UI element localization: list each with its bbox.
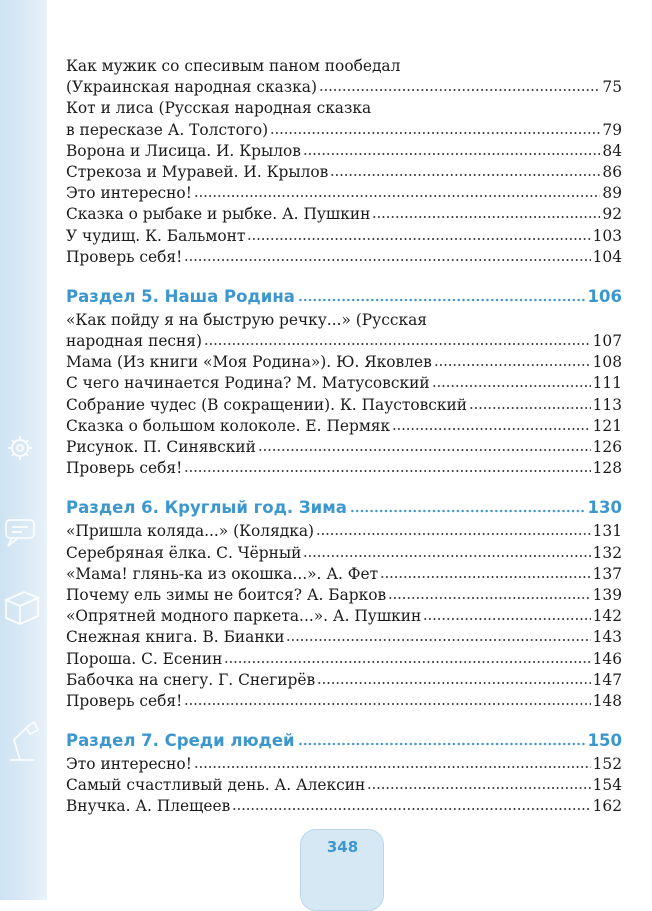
band-decor bbox=[0, 0, 47, 900]
entry-title: Бабочка на снегу. Г. Снегирёв bbox=[66, 670, 316, 689]
table-of-contents bbox=[66, 56, 622, 818]
dot-leader bbox=[372, 215, 600, 219]
page-ref: 142 bbox=[592, 607, 622, 626]
toc-entry bbox=[66, 796, 622, 817]
entry-title: С чего начинается Родина? М. Матусовский bbox=[66, 374, 430, 393]
toc-entry bbox=[66, 606, 622, 627]
toc-entry bbox=[66, 416, 622, 437]
entry-title: в пересказе А. Толстого) bbox=[66, 120, 269, 139]
gear-icon bbox=[8, 436, 32, 460]
page-ref: 107 bbox=[592, 332, 622, 351]
toc-entry bbox=[66, 670, 622, 691]
page-ref: 154 bbox=[592, 776, 622, 795]
dot-leader bbox=[367, 786, 590, 790]
entry-title: У чудищ. К. Бальмонт bbox=[66, 226, 246, 245]
entry-title: Это интересно! bbox=[66, 184, 192, 203]
toc-entry bbox=[66, 437, 622, 458]
page-ref: 148 bbox=[592, 691, 622, 710]
entry-title: Рисунок. П. Синявский bbox=[66, 438, 256, 456]
page-ref: 75 bbox=[602, 78, 622, 97]
dot-leader bbox=[247, 237, 590, 241]
section-title: Раздел 6. Круглый год. Зима bbox=[66, 498, 347, 518]
page-ref: 108 bbox=[592, 353, 622, 372]
entry-title: народная песня) bbox=[66, 332, 203, 351]
toc-entry bbox=[66, 373, 622, 394]
toc-entry bbox=[66, 141, 622, 162]
section-title: Раздел 7. Среди людей bbox=[66, 731, 295, 751]
page-ref: 130 bbox=[587, 498, 622, 518]
dot-leader bbox=[432, 384, 591, 388]
dot-leader bbox=[303, 554, 590, 558]
toc-entry bbox=[66, 98, 622, 119]
dot-leader bbox=[392, 427, 590, 431]
dot-leader bbox=[388, 596, 590, 600]
section-title: Раздел 5. Наша Родина bbox=[66, 286, 295, 306]
entry-title: Серебряная ёлка. С. Чёрный bbox=[66, 543, 302, 562]
page-ref: 113 bbox=[592, 395, 622, 414]
dot-leader bbox=[303, 152, 600, 156]
section-heading bbox=[66, 496, 622, 520]
dot-leader bbox=[469, 406, 591, 410]
entry-title: Сказка о большом колоколе. Е. Пермяк bbox=[66, 416, 391, 435]
toc-entry bbox=[66, 754, 622, 775]
toc-entry bbox=[66, 331, 622, 352]
entry-title: Почему ель зимы не боится? А. Барков bbox=[66, 585, 387, 604]
entry-title: (Украинская народная сказка) bbox=[66, 78, 317, 97]
entry-title: Собрание чудес (В сокращении). К. Паустовский bbox=[66, 395, 468, 414]
page-ref: 131 bbox=[592, 522, 622, 541]
dot-leader bbox=[434, 363, 591, 367]
page-ref: 128 bbox=[592, 459, 622, 478]
toc-entry bbox=[66, 77, 622, 98]
dot-leader bbox=[184, 702, 590, 706]
entry-title: Кот и лиса (Русская народная сказка bbox=[66, 99, 372, 118]
toc-entry bbox=[66, 395, 622, 416]
page-ref: 86 bbox=[602, 162, 622, 181]
toc-entry bbox=[66, 627, 622, 648]
page-ref: 126 bbox=[592, 438, 622, 456]
dot-leader bbox=[258, 448, 591, 452]
entry-title: Проверь себя! bbox=[66, 691, 183, 710]
entry-title: Внучка. А. Плещеев bbox=[66, 797, 231, 816]
chat-bubble-icon bbox=[6, 520, 34, 546]
entry-title: «Как пойду я на быструю речку...» (Русская bbox=[66, 310, 427, 329]
page-ref: 152 bbox=[592, 755, 622, 774]
toc-entry bbox=[66, 247, 622, 268]
dot-leader bbox=[423, 617, 590, 621]
page-ref: 146 bbox=[592, 649, 622, 668]
page-number: 348 bbox=[326, 838, 359, 856]
dot-leader bbox=[286, 638, 590, 642]
dot-leader bbox=[350, 509, 585, 513]
dot-leader bbox=[224, 660, 590, 664]
entry-title: «Мама! глянь-ка из окошка...». А. Фет bbox=[66, 564, 379, 583]
dot-leader bbox=[184, 258, 590, 262]
dot-leader bbox=[298, 298, 585, 302]
left-decorative-band bbox=[0, 0, 47, 900]
toc-entry bbox=[66, 775, 622, 796]
toc-entry bbox=[66, 183, 622, 204]
dot-leader bbox=[232, 807, 590, 811]
page-ref: 103 bbox=[592, 226, 622, 245]
dot-leader bbox=[194, 194, 601, 198]
toc-entry bbox=[66, 162, 622, 183]
toc-entry bbox=[66, 564, 622, 585]
dot-leader bbox=[204, 342, 591, 346]
section-heading bbox=[66, 285, 622, 309]
entry-title: Снежная книга. В. Бианки bbox=[66, 628, 285, 647]
page-ref: 150 bbox=[587, 731, 622, 751]
dot-leader bbox=[184, 469, 590, 473]
page-ref: 106 bbox=[587, 286, 622, 306]
toc-entry bbox=[66, 458, 622, 479]
entry-title: «Опрятней модного паркета...». А. Пушкин bbox=[66, 607, 422, 626]
entry-title: Как мужик со спесивым паном пообедал bbox=[66, 57, 401, 75]
entry-title: Это интересно! bbox=[66, 755, 192, 774]
dot-leader bbox=[316, 532, 591, 536]
toc-entry bbox=[66, 204, 622, 225]
page-ref: 104 bbox=[592, 247, 622, 266]
entry-title: Самый счастливый день. А. Алексин bbox=[66, 776, 366, 795]
page-ref: 111 bbox=[592, 374, 622, 393]
entry-title: Пороша. С. Есенин bbox=[66, 649, 223, 668]
desk-lamp-icon bbox=[10, 722, 38, 760]
page-ref: 162 bbox=[592, 797, 622, 816]
toc-entry bbox=[66, 543, 622, 564]
page-ref: 143 bbox=[592, 628, 622, 647]
entry-title: Проверь себя! bbox=[66, 459, 183, 478]
page-ref: 137 bbox=[592, 564, 622, 583]
toc-entry bbox=[66, 352, 622, 373]
dot-leader bbox=[319, 88, 600, 92]
entry-title: Сказка о рыбаке и рыбке. А. Пушкин bbox=[66, 205, 371, 224]
page-ref: 121 bbox=[592, 416, 622, 435]
dot-leader bbox=[330, 173, 600, 177]
section-heading bbox=[66, 729, 622, 753]
toc-entry bbox=[66, 649, 622, 670]
toc-entry bbox=[66, 56, 622, 77]
page-ref: 84 bbox=[602, 141, 622, 160]
dot-leader bbox=[380, 575, 590, 579]
dot-leader bbox=[270, 131, 600, 135]
toc-entry bbox=[66, 521, 622, 542]
page-ref: 79 bbox=[602, 120, 622, 139]
entry-title: Ворона и Лисица. И. Крылов bbox=[66, 141, 301, 160]
toc-entry bbox=[66, 585, 622, 606]
entry-title: Проверь себя! bbox=[66, 247, 183, 266]
book-icon bbox=[6, 592, 38, 624]
entry-title: Мама (Из книги «Моя Родина»). Ю. Яковлев bbox=[66, 353, 432, 372]
entry-title: «Пришла коляда...» (Колядка) bbox=[66, 522, 315, 541]
entry-title: Стрекоза и Муравей. И. Крылов bbox=[66, 162, 329, 181]
page-ref: 147 bbox=[592, 670, 622, 689]
toc-entry bbox=[66, 120, 622, 141]
page-ref: 92 bbox=[602, 205, 622, 224]
toc-entry bbox=[66, 310, 622, 331]
toc-entry bbox=[66, 691, 622, 712]
page-ref: 139 bbox=[592, 585, 622, 604]
toc-entry bbox=[66, 226, 622, 247]
page-ref: 132 bbox=[592, 543, 622, 562]
dot-leader bbox=[194, 765, 591, 769]
dot-leader bbox=[317, 681, 590, 685]
page-ref: 89 bbox=[602, 184, 622, 203]
dot-leader bbox=[298, 742, 585, 746]
